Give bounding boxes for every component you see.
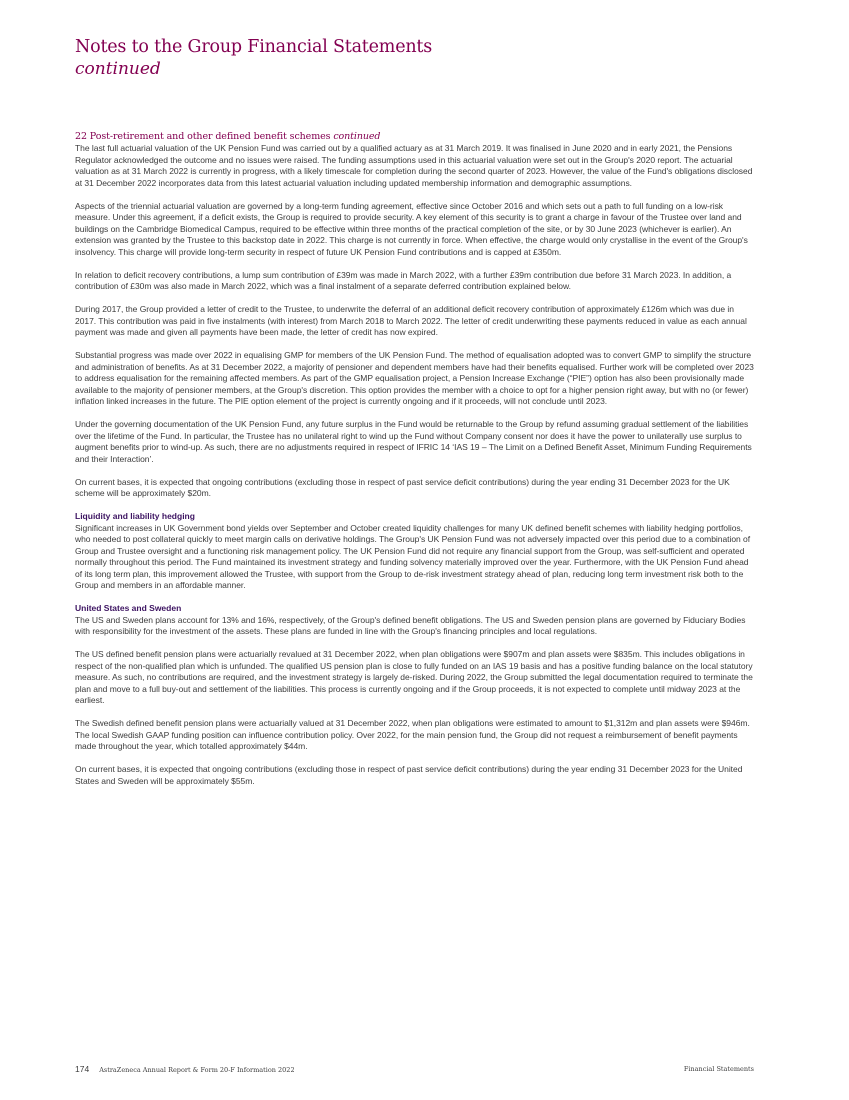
publication-name: AstraZeneca Annual Report & Form 20-F Information 2022 (99, 1066, 295, 1074)
paragraph-funding-agreement: Aspects of the triennial actuarial valuation are governed by a long-term funding agreement, effective since October 2016 and which sets out a path to full funding on a low-risk measure. Under this agreement, if a deficit exists, the Group is required to provide security. A key element of this security is to grant a charge in favour of the Trustee over land and buildings on the Cambridge Biomedical Campus, required to be effective within three months of the practical completion of the site, or by 30 June 2023 (whichever is earlier). An extension was granted by the Trustee to this backstop date in 2022. This charge is not currently in force. When effective, the charge would only crystallise in the event of the Group's insolvency. This charge will provide long-term security in respect of future UK Pension Fund contributions and is capped at £350m. (75, 200, 748, 257)
footer-section-name: Financial Statements (683, 1065, 754, 1073)
page-footer (75, 1064, 754, 1074)
section-heading (75, 131, 755, 143)
paragraph-us-sweden-overview: The US and Sweden plans account for 13% and 16%, respectively, of the Group's defined benefit obligations. The US and Sweden pension plans are governed by Fiduciary Bodies with responsibility for the investment of the assets. These plans are funded in line with the Group's financing principles and local regulations. (75, 614, 746, 636)
paragraph-swedish-plans: The Swedish defined benefit pension plans were actuarially valued at 31 December 2022, when plan obligations were estimated to amount to $1,312m and plan assets were $946m. The local Swedish GAAP funding position can influence contribution policy. Over 2022, for the main pension fund, the Group did not request a reimbursement of benefit payments made throughout the year, which totalled approximately $44m. (75, 718, 750, 751)
page-title: Notes to the Group Financial Statements (75, 37, 433, 57)
liquidity-heading: Liquidity and liability hedging (75, 511, 195, 521)
us-sweden-heading: United States and Sweden (75, 603, 182, 613)
paragraph-liquidity: Significant increases in UK Government bond yields over September and October created liquidity challenges for many UK defined benefit schemes with liability hedging portfolios, who needed to post collateral quickly to meet margin calls on derivative holdings. The Group's UK Pension Fund was not adversely impacted over this period due to a combination of Group and Trustee oversight and a functioning risk management policy. The UK Pension Fund did not require any financial support from the Group, was self-sufficient and operated normally throughout this period. The Fund maintained its investment strategy and funding solvency materially improved over the year. Furthermore, with the UK Pension Fund ahead of its long term plan, this improvement allowed the Trustee, with support from the Group to de-risk investment strategy ahead of plan, reducing long term investment risk both to the Group and members in an affordable manner. (75, 522, 751, 590)
paragraph-uk-contributions: On current bases, it is expected that ongoing contributions (excluding those in respect of past service deficit contributions) during the year ending 31 December 2023 for the UK scheme will be approximately $20m. (75, 476, 730, 498)
main-content (75, 131, 755, 799)
paragraph-actuarial-valuation: The last full actuarial valuation of the UK Pension Fund was carried out by a qualified actuary as at 31 March 2019. It was finalised in June 2020 and in early 2021, the Pensions Regulator acknowledged the outcome and no issues were raised. The funding assumptions used in this actuarial valuation were set out in the Group's 2020 report. The actuarial valuation as at 31 March 2022 is currently in progress, with a likely timescale for completion during the second quarter of 2023. However, the value of the Fund's obligations disclosed at 31 December 2022 incorporates data from this latest actuarial valuation including updated membership information and demographic assumptions. (75, 143, 753, 188)
paragraph-gmp-equalisation: Substantial progress was made over 2022 in equalising GMP for members of the UK Pension Fund. The method of equalisation adopted was to convert GMP to simplify the structure and administration of benefits. As at 31 December 2022, a majority of pensioner and dependent members have had their benefits equalised. Further work will be completed over 2023 to address equalisation for the remaining affected members. As part of the GMP equalisation project, a Pension Increase Exchange (“PIE”) option has also been provisionally made available to the majority of pensioner members, at the Group's discretion. This option provides the member with a choice to opt for a higher pension right away, but with no (or fewer) inflation linked increases in the future. The PIE option element of the project is currently ongoing and if it proceeds, will not conclude until 2023. (75, 350, 754, 406)
paragraph-us-sweden-contributions: On current bases, it is expected that ongoing contributions (excluding those in respect of past service deficit contributions) during the year ending 31 December 2023 for the United States and Sweden will be approximately $55m. (75, 764, 743, 786)
paragraph-deficit-recovery: In relation to deficit recovery contributions, a lump sum contribution of £39m was made in March 2022, with a further £39m contribution due before 31 March 2023. In addition, a contribution of £30m was also made in March 2022, which was a final instalment of a separate deferred contribution explained below. (75, 269, 732, 291)
paragraph-future-surplus: Under the governing documentation of the UK Pension Fund, any future surplus in the Fund would be returnable to the Group by refund assuming gradual settlement of the liabilities over the lifetime of the Fund. In particular, the Trustee has no unilateral right to wind up the Fund without Company consent nor does it have the power to unilaterally use surplus to augment benefits prior to wind-up. As such, there are no adjustments required in respect of IFRIC 14 ‘IAS 19 – The Limit on a Defined Benefit Asset, Minimum Funding Requirements and their Interaction’. (75, 419, 752, 464)
section-heading-text: 22 Post-retirement and other defined benefit schemes (75, 131, 331, 142)
section-heading-continued: continued (333, 131, 381, 142)
page-subtitle: continued (75, 59, 161, 79)
page-number: 174 (75, 1064, 90, 1074)
paragraph-us-plans: The US defined benefit pension plans were actuarially revalued at 31 December 2022, when plan obligations were $907m and plan assets were $835m. This includes obligations in respect of the non-qualified plan which is unfunded. The qualified US pension plan is close to fully funded on an IAS 19 basis and has a positive funding balance on the local statutory measure. As such, no contributions are required, and the investment strategy is largely de-risked. During 2022, the Group submitted the legal documentation required to terminate the plan and move to a full buy-out and settlement of the liabilities. This process is currently ongoing and if the Group proceeds, it is not expected to complete until midway 2023 at the earliest. (75, 649, 753, 705)
paragraph-letter-of-credit: During 2017, the Group provided a letter of credit to the Trustee, to underwrite the deferral of an additional deficit recovery contribution of approximately £126m which was due in 2017. This contribution was paid in five instalments (with interest) from March 2018 to March 2022. The letter of credit underwriting these payments reduced in value as each annual payment was made and given all payments have been made, the letter of credit has now expired. (75, 304, 747, 337)
